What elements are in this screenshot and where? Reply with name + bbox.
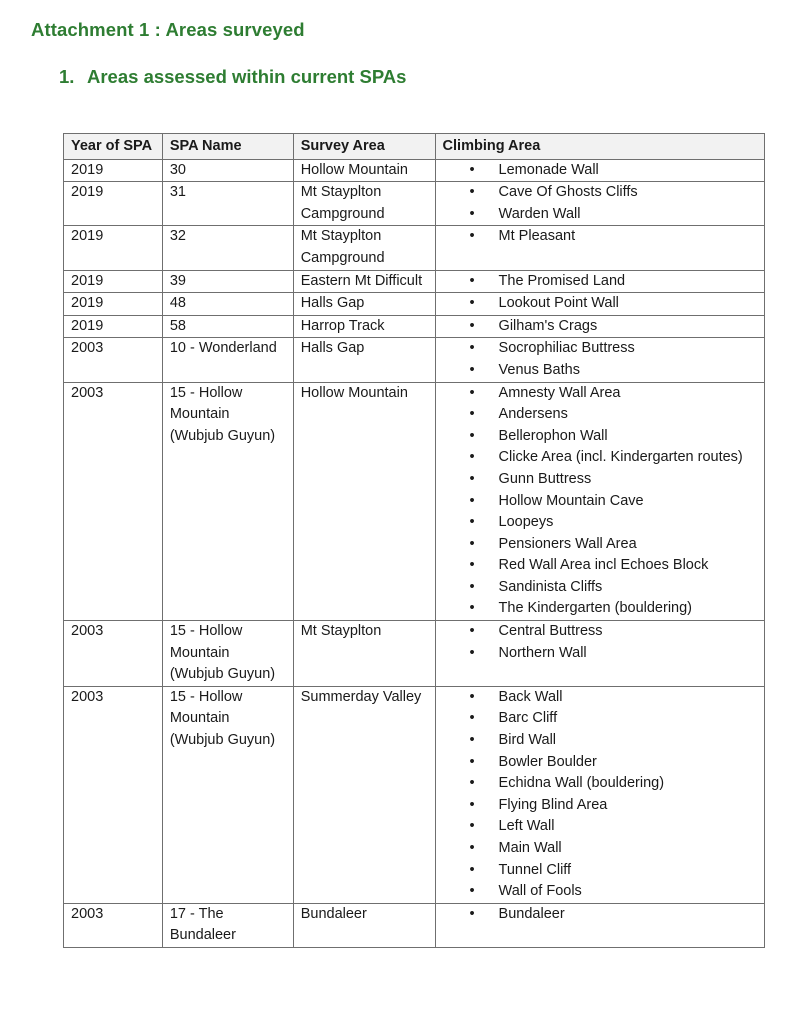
climbing-area-list xyxy=(443,338,758,381)
climbing-area-item xyxy=(443,643,758,665)
climbing-area-item xyxy=(443,534,758,556)
bullet-icon: • xyxy=(469,228,475,245)
climbing-area-label: The Kindergarten (bouldering) xyxy=(498,600,692,617)
climbing-area-item xyxy=(443,271,758,293)
climbing-area-label: Red Wall Area incl Echoes Block xyxy=(498,557,709,574)
table-row xyxy=(64,270,765,293)
section-title: Areas assessed within current SPAs xyxy=(87,66,407,87)
climbing-area-item xyxy=(443,687,758,709)
bullet-icon: • xyxy=(469,861,475,878)
climbing-area-item xyxy=(443,338,758,360)
climbing-area-label: Clicke Area (incl. Kindergarten routes) xyxy=(498,449,743,466)
bullet-icon: • xyxy=(469,295,475,312)
climbing-area-item xyxy=(443,708,758,730)
climbing-area-item xyxy=(443,773,758,795)
survey-area-cell: Harrop Track xyxy=(293,315,435,338)
climbing-area-item xyxy=(443,904,758,926)
climbing-area-label: Pensioners Wall Area xyxy=(498,535,637,552)
climbing-area-item xyxy=(443,447,758,469)
spa-name-cell: 15 - Hollow Mountain (Wubjub Guyun) xyxy=(162,621,293,687)
climbing-area-label: Mt Pleasant xyxy=(498,228,576,245)
climbing-area-item xyxy=(443,160,758,182)
column-header-year: Year of SPA xyxy=(64,134,163,160)
spa-name-cell: 17 - The Bundaleer xyxy=(162,903,293,947)
climbing-area-item xyxy=(443,469,758,491)
column-header-survey-area: Survey Area xyxy=(293,134,435,160)
table-row xyxy=(64,903,765,947)
bullet-icon: • xyxy=(469,775,475,792)
section-heading xyxy=(59,66,406,88)
survey-area-cell: Mt Stayplton Campground xyxy=(293,226,435,270)
table-row xyxy=(64,621,765,687)
climbing-area-label: The Promised Land xyxy=(498,272,626,289)
climbing-area-item xyxy=(443,226,758,248)
climbing-area-label: Gunn Buttress xyxy=(498,470,592,487)
climbing-area-label: Main Wall xyxy=(498,840,562,856)
climbing-area-label: Bowler Boulder xyxy=(498,753,597,770)
climbing-area-label: Loopeys xyxy=(498,514,554,531)
table-row xyxy=(64,382,765,621)
spa-table xyxy=(63,133,765,948)
year-cell: 2019 xyxy=(64,182,163,226)
climbing-area-item xyxy=(443,316,758,338)
climbing-area-label: Northern Wall xyxy=(498,644,587,661)
bullet-icon: • xyxy=(469,644,475,661)
bullet-icon: • xyxy=(469,272,475,289)
year-cell: 2019 xyxy=(64,226,163,270)
bullet-icon: • xyxy=(469,184,475,201)
climbing-area-item xyxy=(443,204,758,226)
climbing-area-cell xyxy=(435,338,764,382)
year-cell: 2019 xyxy=(64,315,163,338)
climbing-area-cell xyxy=(435,686,764,903)
bullet-icon: • xyxy=(469,818,475,835)
climbing-area-list xyxy=(443,271,758,293)
column-header-climbing-area: Climbing Area xyxy=(435,134,764,160)
climbing-area-item xyxy=(443,881,758,903)
table-row xyxy=(64,182,765,226)
survey-area-cell: Mt Stayplton xyxy=(293,621,435,687)
climbing-area-cell xyxy=(435,903,764,947)
climbing-area-label: Sandinista Cliffs xyxy=(498,578,603,595)
survey-area-cell: Hollow Mountain xyxy=(293,382,435,621)
climbing-area-item xyxy=(443,795,758,817)
survey-area-cell: Bundaleer xyxy=(293,903,435,947)
bullet-icon: • xyxy=(469,470,475,487)
climbing-area-list xyxy=(443,182,758,225)
bullet-icon: • xyxy=(469,161,475,178)
bullet-icon: • xyxy=(469,883,475,900)
climbing-area-label: Barc Cliff xyxy=(498,710,558,727)
climbing-area-item xyxy=(443,491,758,513)
climbing-area-label: Gilham's Crags xyxy=(498,317,598,334)
climbing-area-label: Bundaleer xyxy=(498,905,565,922)
climbing-area-label: Lookout Point Wall xyxy=(498,295,619,312)
climbing-area-cell xyxy=(435,293,764,316)
year-cell: 2003 xyxy=(64,621,163,687)
climbing-area-item xyxy=(443,383,758,405)
table-row xyxy=(64,159,765,182)
climbing-area-cell xyxy=(435,182,764,226)
climbing-area-label: Amnesty Wall Area xyxy=(498,384,621,401)
climbing-area-item xyxy=(443,577,758,599)
climbing-area-label: Tunnel Cliff xyxy=(498,861,572,878)
year-cell: 2003 xyxy=(64,903,163,947)
bullet-icon: • xyxy=(469,384,475,401)
climbing-area-item xyxy=(443,621,758,643)
climbing-area-label: Wall of Fools xyxy=(498,883,582,900)
bullet-icon: • xyxy=(469,732,475,749)
bullet-icon: • xyxy=(469,557,475,574)
year-cell: 2019 xyxy=(64,293,163,316)
survey-area-cell: Halls Gap xyxy=(293,338,435,382)
column-header-spa-name: SPA Name xyxy=(162,134,293,160)
bullet-icon: • xyxy=(469,578,475,595)
climbing-area-list xyxy=(443,160,758,182)
survey-area-cell: Summerday Valley xyxy=(293,686,435,903)
climbing-area-cell xyxy=(435,621,764,687)
climbing-area-cell xyxy=(435,159,764,182)
bullet-icon: • xyxy=(469,205,475,222)
climbing-area-list xyxy=(443,621,758,664)
climbing-area-label: Hollow Mountain Cave xyxy=(498,492,644,509)
bullet-icon: • xyxy=(469,449,475,466)
climbing-area-label: Back Wall xyxy=(498,688,563,705)
survey-area-cell: Mt Stayplton Campground xyxy=(293,182,435,226)
spa-name-cell: 10 - Wonderland xyxy=(162,338,293,382)
year-cell: 2003 xyxy=(64,686,163,903)
table-row xyxy=(64,686,765,903)
bullet-icon: • xyxy=(469,753,475,770)
table-header-row xyxy=(64,134,765,160)
section-number: 1. xyxy=(59,66,75,87)
year-cell: 2003 xyxy=(64,382,163,621)
climbing-area-cell xyxy=(435,270,764,293)
climbing-area-label: Warden Wall xyxy=(498,205,581,222)
climbing-area-list xyxy=(443,293,758,315)
bullet-icon: • xyxy=(469,600,475,617)
attachment-title: Attachment 1 : Areas surveyed xyxy=(31,19,305,40)
climbing-area-item xyxy=(443,360,758,382)
spa-name-cell: 58 xyxy=(162,315,293,338)
bullet-icon: • xyxy=(469,688,475,705)
year-cell: 2003 xyxy=(64,338,163,382)
climbing-area-label: Flying Blind Area xyxy=(498,796,608,813)
table-row xyxy=(64,226,765,270)
climbing-area-item xyxy=(443,512,758,534)
bullet-icon: • xyxy=(469,317,475,334)
spa-name-cell: 15 - Hollow Mountain (Wubjub Guyun) xyxy=(162,382,293,621)
bullet-icon: • xyxy=(469,905,475,922)
bullet-icon: • xyxy=(469,840,475,856)
climbing-area-label: Socrophiliac Buttress xyxy=(498,340,635,357)
climbing-area-item xyxy=(443,838,758,860)
year-cell: 2019 xyxy=(64,270,163,293)
table-row xyxy=(64,315,765,338)
climbing-area-cell xyxy=(435,315,764,338)
spa-name-cell: 39 xyxy=(162,270,293,293)
spa-name-cell: 32 xyxy=(162,226,293,270)
climbing-area-label: Left Wall xyxy=(498,818,555,835)
bullet-icon: • xyxy=(469,340,475,357)
table-row xyxy=(64,338,765,382)
bullet-icon: • xyxy=(469,796,475,813)
spa-name-cell: 48 xyxy=(162,293,293,316)
bullet-icon: • xyxy=(469,361,475,378)
climbing-area-label: Lemonade Wall xyxy=(498,161,599,178)
climbing-area-item xyxy=(443,426,758,448)
climbing-area-label: Bellerophon Wall xyxy=(498,427,608,444)
climbing-area-label: Echidna Wall (bouldering) xyxy=(498,775,665,792)
climbing-area-item xyxy=(443,555,758,577)
spa-name-cell: 30 xyxy=(162,159,293,182)
survey-area-cell: Hollow Mountain xyxy=(293,159,435,182)
climbing-area-item xyxy=(443,730,758,752)
climbing-area-label: Cave Of Ghosts Cliffs xyxy=(498,184,638,201)
climbing-area-label: Venus Baths xyxy=(498,361,580,378)
bullet-icon: • xyxy=(469,427,475,444)
climbing-area-item xyxy=(443,860,758,882)
climbing-area-item xyxy=(443,404,758,426)
bullet-icon: • xyxy=(469,710,475,727)
climbing-area-item xyxy=(443,598,758,620)
climbing-area-label: Central Buttress xyxy=(498,623,603,640)
climbing-area-cell xyxy=(435,382,764,621)
year-cell: 2019 xyxy=(64,159,163,182)
bullet-icon: • xyxy=(469,623,475,640)
bullet-icon: • xyxy=(469,514,475,531)
spa-name-cell: 15 - Hollow Mountain (Wubjub Guyun) xyxy=(162,686,293,903)
climbing-area-list xyxy=(443,687,758,903)
table-body xyxy=(64,159,765,947)
survey-area-cell: Halls Gap xyxy=(293,293,435,316)
table-row xyxy=(64,293,765,316)
climbing-area-label: Bird Wall xyxy=(498,732,557,749)
climbing-area-item xyxy=(443,752,758,774)
climbing-area-item xyxy=(443,182,758,204)
climbing-area-list xyxy=(443,316,758,338)
bullet-icon: • xyxy=(469,406,475,423)
climbing-area-item xyxy=(443,293,758,315)
climbing-area-list xyxy=(443,904,758,926)
climbing-area-cell xyxy=(435,226,764,270)
bullet-icon: • xyxy=(469,492,475,509)
spa-name-cell: 31 xyxy=(162,182,293,226)
survey-area-cell: Eastern Mt Difficult xyxy=(293,270,435,293)
bullet-icon: • xyxy=(469,535,475,552)
climbing-area-list xyxy=(443,383,758,621)
climbing-area-label: Andersens xyxy=(498,406,568,423)
climbing-area-list xyxy=(443,226,758,248)
climbing-area-item xyxy=(443,816,758,838)
